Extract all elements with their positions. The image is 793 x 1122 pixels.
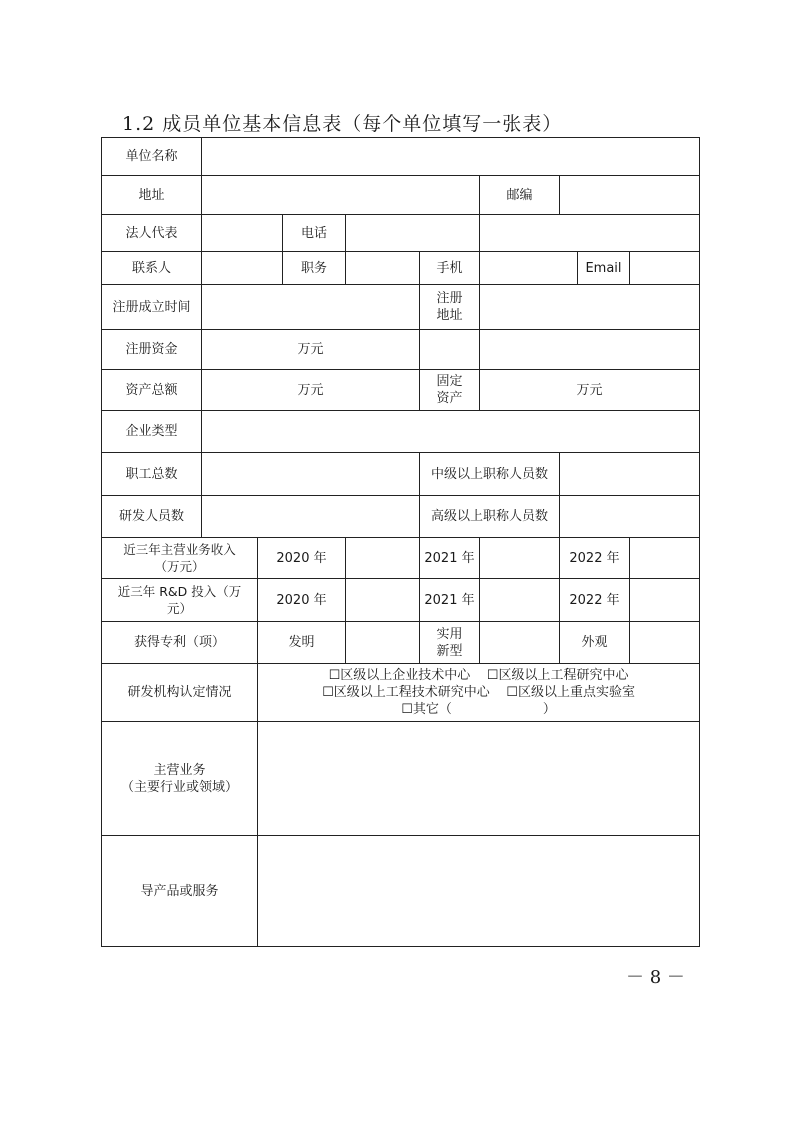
employees-label: 职工总数: [102, 453, 202, 496]
postcode-field[interactable]: [560, 176, 700, 215]
revenue-year2-label: 2021 年: [420, 538, 480, 579]
address-label: 地址: [102, 176, 202, 215]
total-assets-unit: 万元: [202, 370, 420, 411]
contact-field[interactable]: [202, 252, 283, 285]
lead-products-label: 导产品或服务: [102, 836, 258, 947]
main-business-label: [102, 722, 258, 836]
rd-invest-year1-field[interactable]: [346, 579, 420, 622]
rd-cert-label: 研发机构认定情况: [102, 664, 258, 722]
position-label: 职务: [283, 252, 346, 285]
invention-field[interactable]: [346, 622, 420, 664]
mid-title-label: 中级以上职称人员数: [420, 453, 560, 496]
utility-field[interactable]: [480, 622, 560, 664]
reg-address-field[interactable]: [480, 285, 700, 330]
main-business-field[interactable]: [258, 722, 700, 836]
phone-extra-field[interactable]: [480, 215, 700, 252]
company-type-label: 企业类型: [102, 411, 202, 453]
reg-capital-label: 注册资金: [102, 330, 202, 370]
lead-products-field[interactable]: [258, 836, 700, 947]
fixed-assets-label: 固定资产: [420, 370, 480, 411]
rd-invest-label: 近三年 R&D 投入（万元）: [102, 579, 258, 622]
unit-name-label: 单位名称: [102, 138, 202, 176]
cert-option-key-lab[interactable]: ☐区级以上重点实验室: [506, 685, 635, 700]
reg-date-label: 注册成立时间: [102, 285, 202, 330]
rd-invest-year3-field[interactable]: [630, 579, 700, 622]
patents-label: 获得专利（项）: [102, 622, 258, 664]
utility-label: 实用新型: [420, 622, 480, 664]
rd-cert-options: [258, 664, 700, 722]
total-assets-label: 资产总额: [102, 370, 202, 411]
legal-rep-field[interactable]: [202, 215, 283, 252]
phone-label: 电话: [283, 215, 346, 252]
mid-title-field[interactable]: [560, 453, 700, 496]
senior-title-field[interactable]: [560, 496, 700, 538]
cert-option-engineering-research[interactable]: ☐区级以上工程研究中心: [486, 668, 629, 683]
employees-field[interactable]: [202, 453, 420, 496]
reg-date-field[interactable]: [202, 285, 420, 330]
address-field[interactable]: [202, 176, 480, 215]
revenue-label: 近三年主营业务收入（万元）: [102, 538, 258, 579]
reg-capital-unit: 万元: [202, 330, 420, 370]
email-label: Email: [578, 252, 630, 285]
page-number: － 8 －: [626, 967, 685, 988]
unit-name-field[interactable]: [202, 138, 700, 176]
page-title: 1.2 成员单位基本信息表（每个单位填写一张表）: [122, 113, 563, 135]
rd-invest-year2-label: 2021 年: [420, 579, 480, 622]
design-field[interactable]: [630, 622, 700, 664]
rd-staff-label: 研发人员数: [102, 496, 202, 538]
rd-invest-year3-label: 2022 年: [560, 579, 630, 622]
design-label: 外观: [560, 622, 630, 664]
cert-option-enterprise-center[interactable]: ☐区级以上企业技术中心: [328, 668, 471, 683]
reg-address-label: 注册地址: [420, 285, 480, 330]
cert-option-other[interactable]: ☐其它（ ）: [401, 702, 556, 717]
rd-staff-field[interactable]: [202, 496, 420, 538]
email-field[interactable]: [630, 252, 700, 285]
postcode-label: 邮编: [480, 176, 560, 215]
member-info-table: [101, 137, 700, 947]
revenue-year2-field[interactable]: [480, 538, 560, 579]
rd-invest-year2-field[interactable]: [480, 579, 560, 622]
fixed-assets-unit: 万元: [480, 370, 700, 411]
mobile-field[interactable]: [480, 252, 578, 285]
revenue-year1-field[interactable]: [346, 538, 420, 579]
revenue-year3-field[interactable]: [630, 538, 700, 579]
legal-rep-label: 法人代表: [102, 215, 202, 252]
revenue-year3-label: 2022 年: [560, 538, 630, 579]
company-type-field[interactable]: [202, 411, 700, 453]
senior-title-label: 高级以上职称人员数: [420, 496, 560, 538]
main-business-title: 主营业务: [153, 762, 206, 778]
position-field[interactable]: [346, 252, 420, 285]
main-business-subtitle: （主要行业或领域）: [120, 779, 238, 795]
contact-label: 联系人: [102, 252, 202, 285]
reg-capital-extra[interactable]: [420, 330, 480, 370]
mobile-label: 手机: [420, 252, 480, 285]
phone-field[interactable]: [346, 215, 480, 252]
invention-label: 发明: [258, 622, 346, 664]
rd-invest-year1-label: 2020 年: [258, 579, 346, 622]
reg-capital-field[interactable]: [480, 330, 700, 370]
cert-option-engineering-tech[interactable]: ☐区级以上工程技术研究中心: [322, 685, 490, 700]
revenue-year1-label: 2020 年: [258, 538, 346, 579]
